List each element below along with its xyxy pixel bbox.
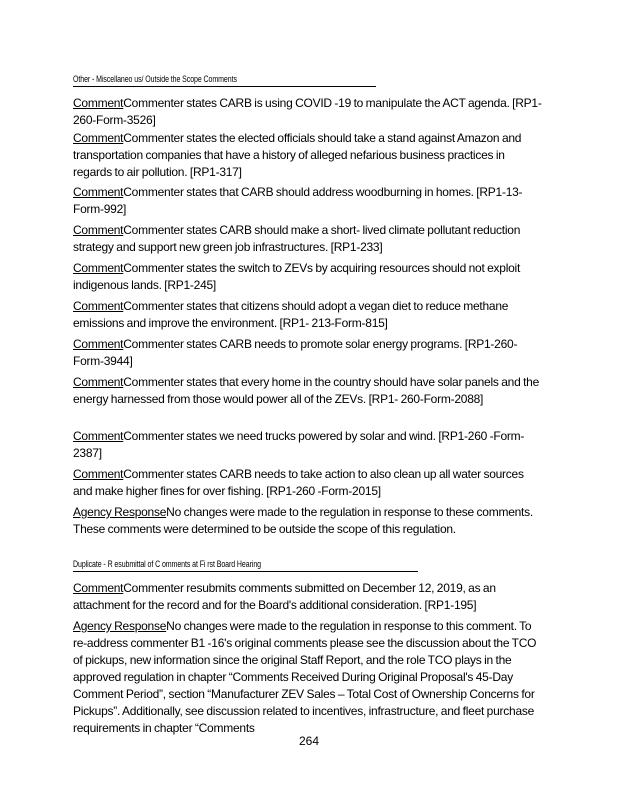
comment-item	[73, 428, 545, 462]
comment-item	[73, 260, 545, 294]
comment-text: Commenter states the switch to ZEVs by acquiring resources should not exploit indigenous lands. [RP1-245]	[73, 261, 521, 292]
section-heading-rule	[73, 571, 418, 572]
comment-text: Commenter states CARB is using COVID -19 to manipulate the ACT agenda. [RP1-260-Form-3526]	[73, 96, 542, 127]
comment-text: Commenter resubmits comments submitted on December 12, 2019, as an attachment for the record and for the Board's additional consideration. [RP1-195]	[73, 581, 496, 612]
agency-response-label: Agency Response	[73, 505, 167, 519]
comment-item	[73, 95, 545, 129]
comment-label: Comment	[73, 223, 124, 237]
comment-label: Comment	[73, 185, 124, 199]
agency-response-text: No changes were made to the regulation in response to these comments. These comments were determined to be outside the scope of this regulation.	[73, 505, 533, 536]
comment-text: Commenter states CARB should make a short- lived climate pollutant reduction strategy and support new green job infrastructures. [RP1-233]	[73, 223, 521, 254]
comment-text: Commenter states CARB needs to promote solar energy programs. [RP1-260-Form-3944]	[73, 337, 518, 368]
comment-item	[73, 184, 545, 218]
comment-item	[73, 222, 545, 256]
agency-response	[73, 618, 545, 737]
section-heading-other-miscellaneous: Other - Miscellaneo us/ Outside the Scope Comments	[73, 74, 237, 84]
page-number: 264	[298, 734, 320, 748]
comment-label: Comment	[73, 581, 124, 595]
comment-item	[73, 466, 545, 500]
comment-item	[73, 298, 545, 332]
agency-response-label: Agency Response	[73, 619, 167, 633]
comment-text: Commenter states that citizens should adopt a vegan diet to reduce methane emissions and improve the environment. [RP1- 213-Form-815]	[73, 299, 509, 330]
comment-text: Commenter states that CARB should address woodburning in homes. [RP1-13-Form-992]	[73, 185, 523, 216]
comment-text: Commenter states CARB needs to take action to also clean up all water sources and make higher fines for over fishing. [RP1-260 -Form-2015]	[73, 467, 524, 498]
comment-item	[73, 580, 545, 614]
comment-text: Commenter states that every home in the country should have solar panels and the energy harnessed from those would power all of the ZEVs. [RP1- 260-Form-2088]	[73, 375, 540, 406]
comment-label: Comment	[73, 131, 124, 145]
comment-item	[73, 336, 545, 370]
comment-label: Comment	[73, 299, 124, 313]
section-heading-duplicate-resubmittal: Duplicate - R esubmittal of C omments at Fi rst Board Hearing	[73, 559, 261, 569]
comment-label: Comment	[73, 429, 124, 443]
comment-text: Commenter states we need trucks powered by solar and wind. [RP1-260 -Form-2387]	[73, 429, 525, 460]
comment-item	[73, 374, 545, 408]
agency-response-text: No changes were made to the regulation in response to this comment. To re-address commenter B1 -16's original comments please see the discussion about the TCO of pickups, new information since the original Staff Report, and the role TCO plays in the approved regulation in chapter “Comments Received During Original Proposal's 45-Day Comment Period”, section “Manufacturer ZEV Sales – Total Cost of Ownership Concerns for Pickups”. Additionally, see discussion related to incentives, infrastructure, and fleet purchase requirements in chapter “Comments	[73, 619, 537, 735]
section-heading-rule	[73, 86, 376, 87]
comment-label: Comment	[73, 337, 124, 351]
agency-response	[73, 504, 545, 538]
comment-text: Commenter states the elected officials should take a stand against Amazon and transportation companies that have a history of alleged nefarious business practices in regards to air pollution. [RP1-317]	[73, 131, 522, 179]
comment-label: Comment	[73, 375, 124, 389]
comment-item	[73, 130, 545, 181]
comment-label: Comment	[73, 467, 124, 481]
comment-label: Comment	[73, 261, 124, 275]
comment-label: Comment	[73, 96, 124, 110]
